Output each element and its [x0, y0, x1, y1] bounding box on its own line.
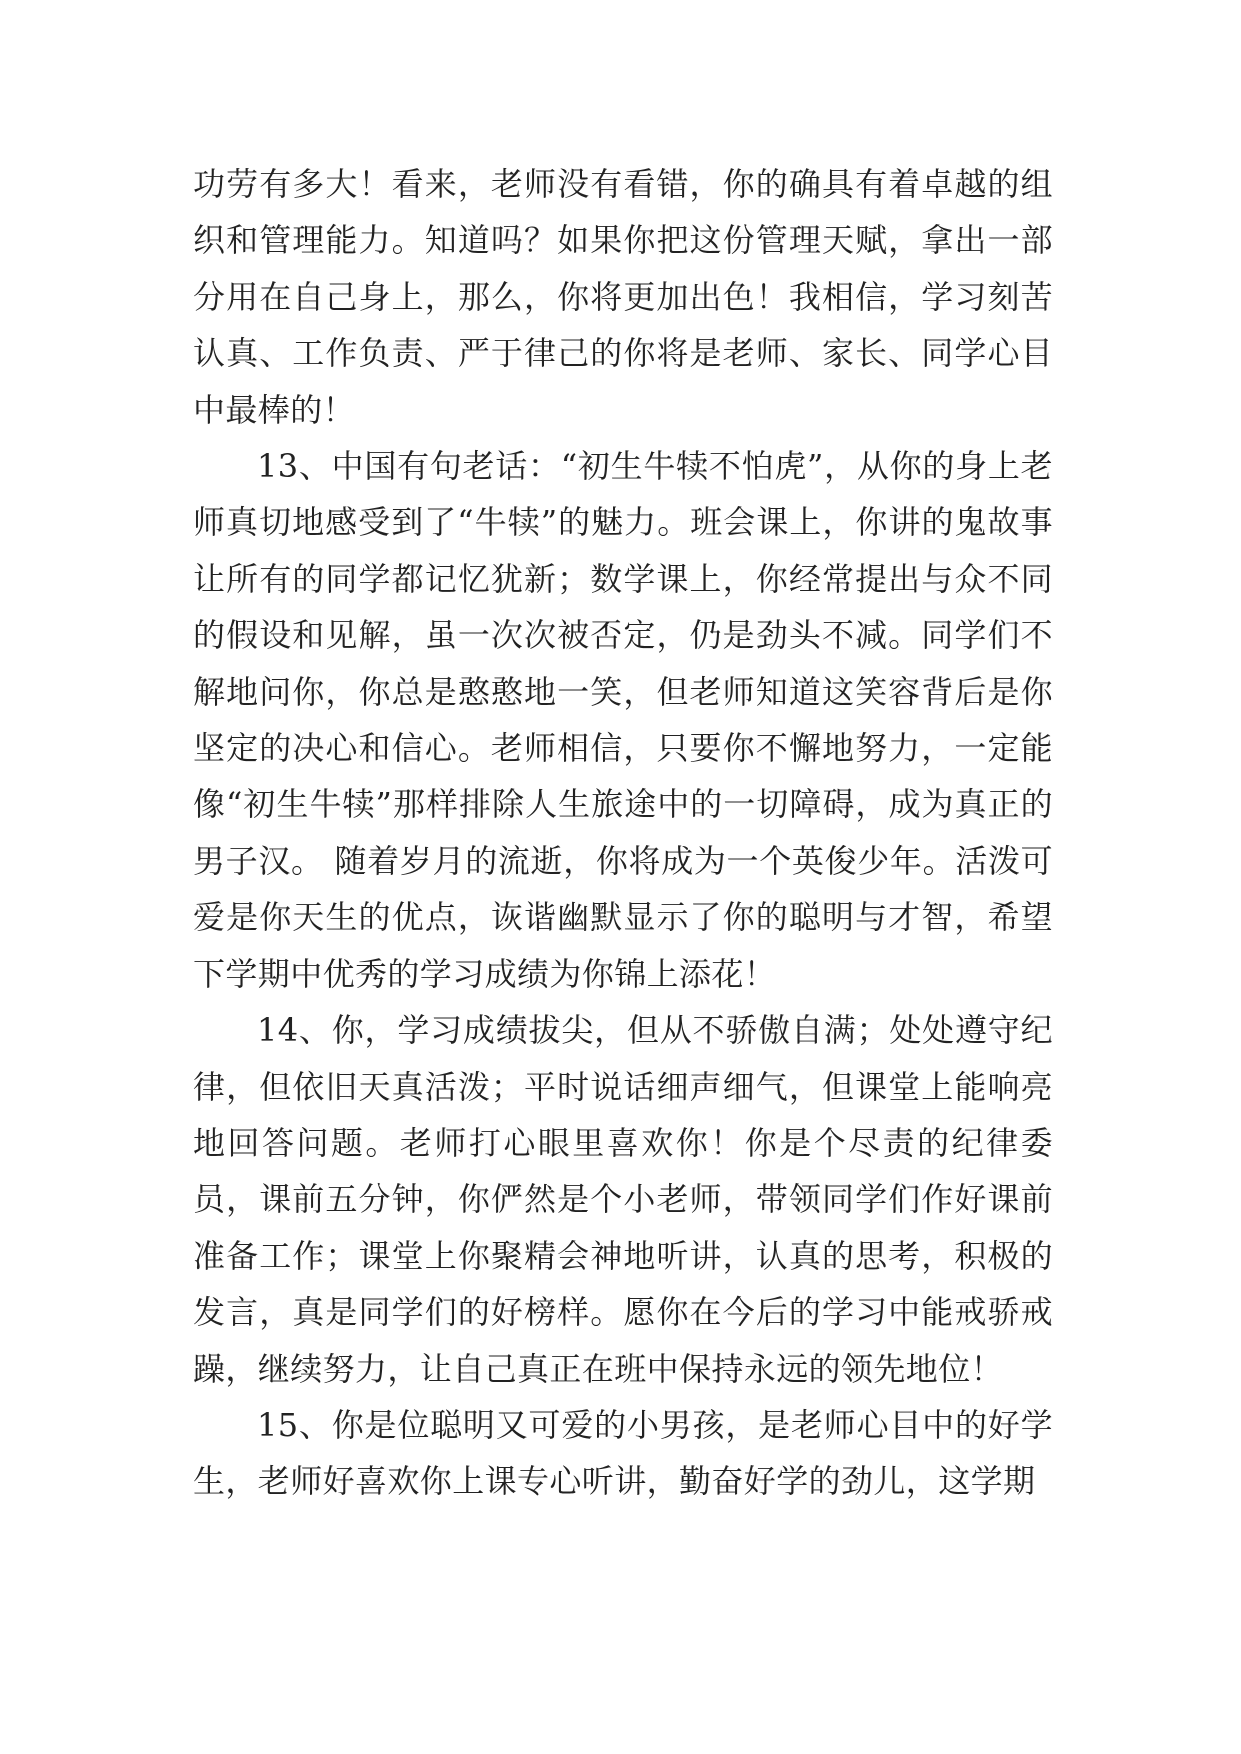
paragraph-15: 15、你是位聪明又可爱的小男孩，是老师心目中的好学生，老师好喜欢你上课专心听讲，勤奋好学的劲儿，这学期 [193, 1405, 1053, 1501]
paragraph-13: 13、中国有句老话：“初生牛犊不怕虎”，从你的身上老师真切地感受到了“牛犊”的魅力。班会课上，你讲的鬼故事让所有的同学都记忆犹新；数学课上，你经常提出与众不同的假设和见解，虽一次次被否定，仍是劲头不减。同学们不解地问你，你总是憨憨地一笑，但老师知道这笑容背后是你坚定的决心和信心。老师相信，只要你不懈地努力，一定能像“初生牛犊”那样排除人生旅途中的一切障碍，成为真正的男子汉。 随着岁月的流逝，你将成为一个英俊少年。活泼可爱是你天生的优点，诙谐幽默显示了你的聪明与才智，希望下学期中优秀的学习成绩为你锦上添花！ [193, 447, 1053, 993]
document-body [193, 156, 1053, 1510]
paragraph-14: 14、你，学习成绩拔尖，但从不骄傲自满；处处遵守纪律，但依旧天真活泼；平时说话细声细气，但课堂上能响亮地回答问题。老师打心眼里喜欢你！你是个尽责的纪律委员，课前五分钟，你俨然是个小老师，带领同学们作好课前准备工作；课堂上你聚精会神地听讲，认真的思考，积极的发言，真是同学们的好榜样。愿你在今后的学习中能戒骄戒躁，继续努力，让自己真正在班中保持永远的领先地位！ [193, 1011, 1053, 1388]
paragraph-12-continued: 功劳有多大！看来，老师没有看错，你的确具有着卓越的组织和管理能力。知道吗？如果你把这份管理天赋，拿出一部分用在自己身上，那么，你将更加出色！我相信，学习刻苦认真、工作负责、严于律己的你将是老师、家长、同学心目中最棒的！ [193, 165, 1053, 429]
